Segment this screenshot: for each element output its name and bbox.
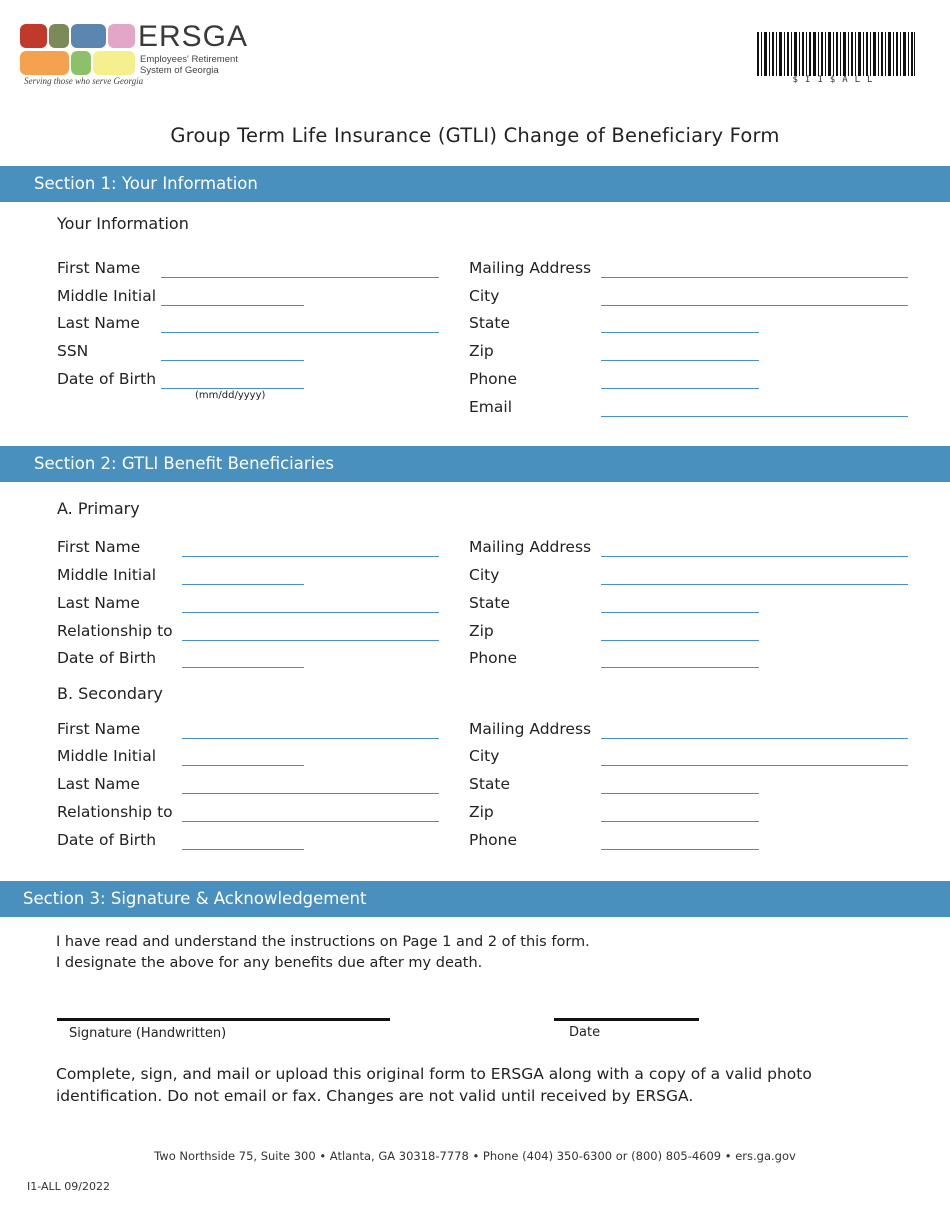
primary-relationship-field[interactable] [182, 640, 439, 641]
section-3-header: Section 3: Signature & Acknowledgement [0, 881, 950, 917]
primary-middle-initial-field[interactable] [182, 584, 304, 585]
submission-instructions: Complete, sign, and mail or upload this original form to ERSGA along with a copy of a valid photo identification. Do not email or fax. Changes are not valid until received by ERSGA. [56, 1065, 812, 1105]
middle-initial-label: Middle Initial [57, 287, 157, 305]
logo-tile [71, 51, 91, 75]
zip-label: Zip [469, 342, 494, 360]
footer-address: Two Northside 75, Suite 300 • Atlanta, GA 30318-7778 • Phone (404) 350-6300 or (800) 805-4609 • ers.ga.gov [154, 1149, 796, 1163]
secondary-relationship-field[interactable] [182, 821, 439, 822]
email-label: Email [469, 398, 513, 416]
primary-mailing-address-label: Mailing Address [469, 538, 592, 556]
primary-zip-label: Zip [469, 622, 494, 640]
secondary-mailing-address-label: Mailing Address [469, 720, 592, 738]
secondary-last-name-label: Last Name [57, 775, 140, 793]
signature-label: Signature (Handwritten) [69, 1026, 227, 1041]
first-name-field[interactable] [161, 277, 439, 278]
section-1-subheading: Your Information [57, 214, 189, 233]
logo-tile [20, 51, 69, 75]
primary-dob-label: Date of Birth [57, 649, 157, 667]
primary-phone-field[interactable] [601, 667, 759, 668]
section-1-header: Section 1: Your Information [0, 166, 950, 202]
secondary-heading: B. Secondary [57, 684, 163, 703]
city-field[interactable] [601, 305, 908, 306]
acknowledgement-line: I have read and understand the instructions on Page 1 and 2 of this form. [56, 934, 590, 950]
secondary-last-name-field[interactable] [182, 793, 439, 794]
secondary-city-label: City [469, 747, 500, 765]
zip-field[interactable] [601, 360, 759, 361]
secondary-relationship-label: Relationship to [57, 803, 173, 821]
last-name-label: Last Name [57, 314, 140, 332]
mailing-address-label: Mailing Address [469, 259, 592, 277]
acknowledgement-text [56, 932, 590, 974]
date-label: Date [569, 1025, 601, 1040]
barcode [756, 32, 916, 76]
primary-last-name-field[interactable] [182, 612, 439, 613]
dob-label: Date of Birth [57, 370, 157, 388]
secondary-first-name-field[interactable] [182, 738, 439, 739]
signature-field[interactable] [57, 1018, 390, 1021]
state-label: State [469, 314, 511, 332]
secondary-first-name-label: First Name [57, 720, 141, 738]
secondary-phone-label: Phone [469, 831, 518, 849]
primary-dob-field[interactable] [182, 667, 304, 668]
first-name-label: First Name [57, 259, 141, 277]
barcode-text: $I1$ALL [792, 75, 880, 85]
mailing-address-field[interactable] [601, 277, 908, 278]
state-field[interactable] [601, 332, 759, 333]
primary-city-field[interactable] [601, 584, 908, 585]
primary-last-name-label: Last Name [57, 594, 140, 612]
secondary-state-label: State [469, 775, 511, 793]
phone-label: Phone [469, 370, 518, 388]
secondary-zip-field[interactable] [601, 821, 759, 822]
email-field[interactable] [601, 416, 908, 417]
secondary-dob-field[interactable] [182, 849, 304, 850]
ssn-field[interactable] [161, 360, 304, 361]
secondary-state-field[interactable] [601, 793, 759, 794]
primary-heading: A. Primary [57, 499, 140, 518]
primary-city-label: City [469, 566, 500, 584]
primary-phone-label: Phone [469, 649, 518, 667]
primary-first-name-field[interactable] [182, 556, 439, 557]
primary-mailing-address-field[interactable] [601, 556, 908, 557]
dob-field[interactable] [161, 388, 304, 389]
city-label: City [469, 287, 500, 305]
logo-tile [20, 24, 47, 48]
primary-first-name-label: First Name [57, 538, 141, 556]
logo-tile [108, 24, 135, 48]
logo-subtitle-line: System of Georgia [140, 65, 219, 76]
secondary-city-field[interactable] [601, 765, 908, 766]
acknowledgement-line: I designate the above for any benefits due after my death. [56, 955, 483, 971]
logo-subtitle [140, 54, 260, 76]
secondary-dob-label: Date of Birth [57, 831, 157, 849]
logo-tile [49, 24, 69, 48]
section-2-header: Section 2: GTLI Benefit Beneficiaries [0, 446, 950, 482]
primary-relationship-label: Relationship to [57, 622, 173, 640]
logo-tile [71, 24, 106, 48]
primary-state-label: State [469, 594, 511, 612]
form-number: I1-ALL 09/2022 [27, 1180, 110, 1193]
last-name-field[interactable] [161, 332, 439, 333]
date-field[interactable] [554, 1018, 699, 1021]
primary-middle-initial-label: Middle Initial [57, 566, 157, 584]
logo-tagline: Serving those who serve Georgia [24, 76, 144, 86]
ssn-label: SSN [57, 342, 89, 360]
secondary-zip-label: Zip [469, 803, 494, 821]
secondary-mailing-address-field[interactable] [601, 738, 908, 739]
logo-subtitle-line: Employees' Retirement [140, 54, 238, 65]
secondary-middle-initial-field[interactable] [182, 765, 304, 766]
secondary-middle-initial-label: Middle Initial [57, 747, 157, 765]
logo-tile [93, 51, 135, 75]
logo-wordmark: ERSGA [138, 20, 249, 53]
primary-state-field[interactable] [601, 612, 759, 613]
middle-initial-field[interactable] [161, 305, 304, 306]
phone-field[interactable] [601, 388, 759, 389]
dob-format-hint: (mm/dd/yyyy) [195, 390, 266, 401]
primary-zip-field[interactable] [601, 640, 759, 641]
page-title: Group Term Life Insurance (GTLI) Change of Beneficiary Form [170, 124, 780, 147]
secondary-phone-field[interactable] [601, 849, 759, 850]
